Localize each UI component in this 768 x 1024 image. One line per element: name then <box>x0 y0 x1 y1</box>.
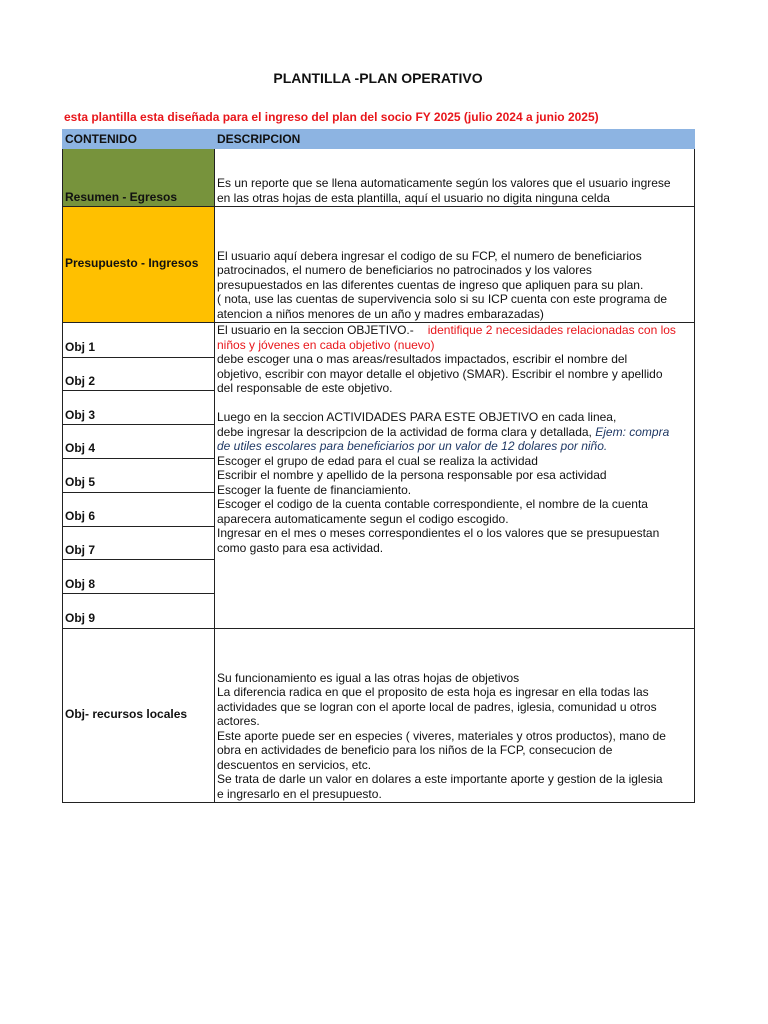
desc-line: en las otras hojas de esta plantilla, aquí el usuario no digita ninguna celda <box>217 190 610 205</box>
label-resumen: Resumen - Egresos <box>63 149 215 207</box>
page-subtitle: esta plantilla esta diseñada para el ingreso del plan del socio FY 2025 (julio 2024 a junio 2025) <box>64 110 599 124</box>
header-row <box>63 130 695 149</box>
desc-line: Ingresar en el mes o meses correspondientes el o los valores que se presupuestan <box>217 526 660 540</box>
desc-text-red: identifique 2 necesidades relacionadas con los <box>427 323 676 337</box>
desc-line: Este aporte puede ser en especies ( viveres, materiales y otros productos), mano de <box>217 728 666 743</box>
desc-text-italic: Ejem: compra <box>595 424 670 439</box>
label-obj-3: Obj 3 <box>63 391 214 425</box>
label-obj-4: Obj 4 <box>63 425 214 459</box>
desc-line <box>217 425 692 440</box>
desc-line: Escoger el codigo de la cuenta contable correspondiente, el nombre de la cuenta <box>217 497 648 511</box>
label-obj-1: Obj 1 <box>63 323 214 358</box>
desc-line: obra en actividades de beneficio para los niños de la FCP, consecucion de <box>217 743 613 757</box>
desc-line: actividades que se logran con el aporte local de padres, iglesia, comunidad u otros <box>217 699 657 714</box>
desc-line: Escoger el grupo de edad para el cual se realiza la actividad <box>217 453 538 468</box>
label-obj-2: Obj 2 <box>63 358 214 392</box>
desc-line-red: niños y jóvenes en cada objetivo (nuevo) <box>217 337 435 352</box>
row-recursos <box>63 629 695 803</box>
content-table <box>62 129 695 803</box>
row-resumen <box>63 149 695 207</box>
desc-line: aparecera automaticamente segun el codigo escogido. <box>217 511 509 526</box>
desc-line: Luego en la seccion ACTIVIDADES PARA ESTE OBJETIVO en cada linea, <box>217 410 617 424</box>
desc-line: Su funcionamiento es igual a las otras hojas de objetivos <box>217 670 520 685</box>
desc-line: Se trata de darle un valor en dolares a este importante aporte y gestion de la iglesia <box>217 772 663 786</box>
desc-line <box>217 323 692 338</box>
desc-line: como gasto para esa actividad. <box>217 540 384 555</box>
desc-line: debe escoger una o mas areas/resultados impactados, escribir el nombre del <box>217 352 628 366</box>
desc-line-italic: de utiles escolares para beneficiarios por un valor de 12 dolares por niño. <box>217 439 608 453</box>
desc-text: El usuario en la seccion OBJETIVO.- <box>217 323 414 337</box>
desc-presupuesto <box>215 207 695 323</box>
desc-line: atencion a niños menores de un año y madres embarazadas) <box>217 306 544 321</box>
header-contenido: CONTENIDO <box>63 130 215 149</box>
label-obj-5: Obj 5 <box>63 459 214 493</box>
label-obj-8: Obj 8 <box>63 560 214 594</box>
label-presupuesto: Presupuesto - Ingresos <box>63 207 215 323</box>
objetivos-labels <box>63 323 215 629</box>
desc-text: debe ingresar la descripcion de la actividad de forma clara y detallada, <box>217 424 592 439</box>
row-presupuesto <box>63 207 695 323</box>
header-descripcion: DESCRIPCION <box>215 130 695 149</box>
desc-resumen <box>215 149 695 207</box>
desc-line: presupuestados en las diferentes cuentas de ingreso que apliquen para su plan. <box>217 277 644 292</box>
desc-line: Es un reporte que se llena automaticamente según los valores que el usuario ingrese <box>217 176 671 190</box>
label-recursos: Obj- recursos locales <box>63 629 215 803</box>
label-obj-6: Obj 6 <box>63 493 214 527</box>
desc-line: e ingresarlo en el presupuesto. <box>217 786 382 801</box>
desc-line: Escribir el nombre y apellido de la persona responsable por esa actividad <box>217 468 607 482</box>
desc-line: patrocinados, el numero de beneficiarios no patrocinados y los valores <box>217 263 592 277</box>
desc-line: del responsable de este objetivo. <box>217 381 393 395</box>
desc-line: El usuario aquí debera ingresar el codigo de su FCP, el numero de beneficiarios <box>217 248 642 263</box>
desc-line: actores. <box>217 714 260 728</box>
label-obj-7: Obj 7 <box>63 527 214 561</box>
desc-line: Escoger la fuente de financiamiento. <box>217 482 412 497</box>
desc-line: objetivo, escribir con mayor detalle el objetivo (SMAR). Escribir el nombre y apellido <box>217 366 663 381</box>
page-title: PLANTILLA -PLAN OPERATIVO <box>273 70 483 86</box>
desc-line: descuentos en servicios, etc. <box>217 757 372 772</box>
desc-objetivos <box>215 323 695 629</box>
label-obj-9: Obj 9 <box>65 611 96 626</box>
desc-line: La diferencia radica en que el proposito de esta hoja es ingresar en ella todas las <box>217 685 649 699</box>
blank-line <box>217 396 692 411</box>
row-objetivos <box>63 323 695 629</box>
desc-recursos <box>215 629 695 803</box>
desc-line: ( nota, use las cuentas de supervivencia solo si su ICP cuenta con este programa de <box>217 292 668 306</box>
